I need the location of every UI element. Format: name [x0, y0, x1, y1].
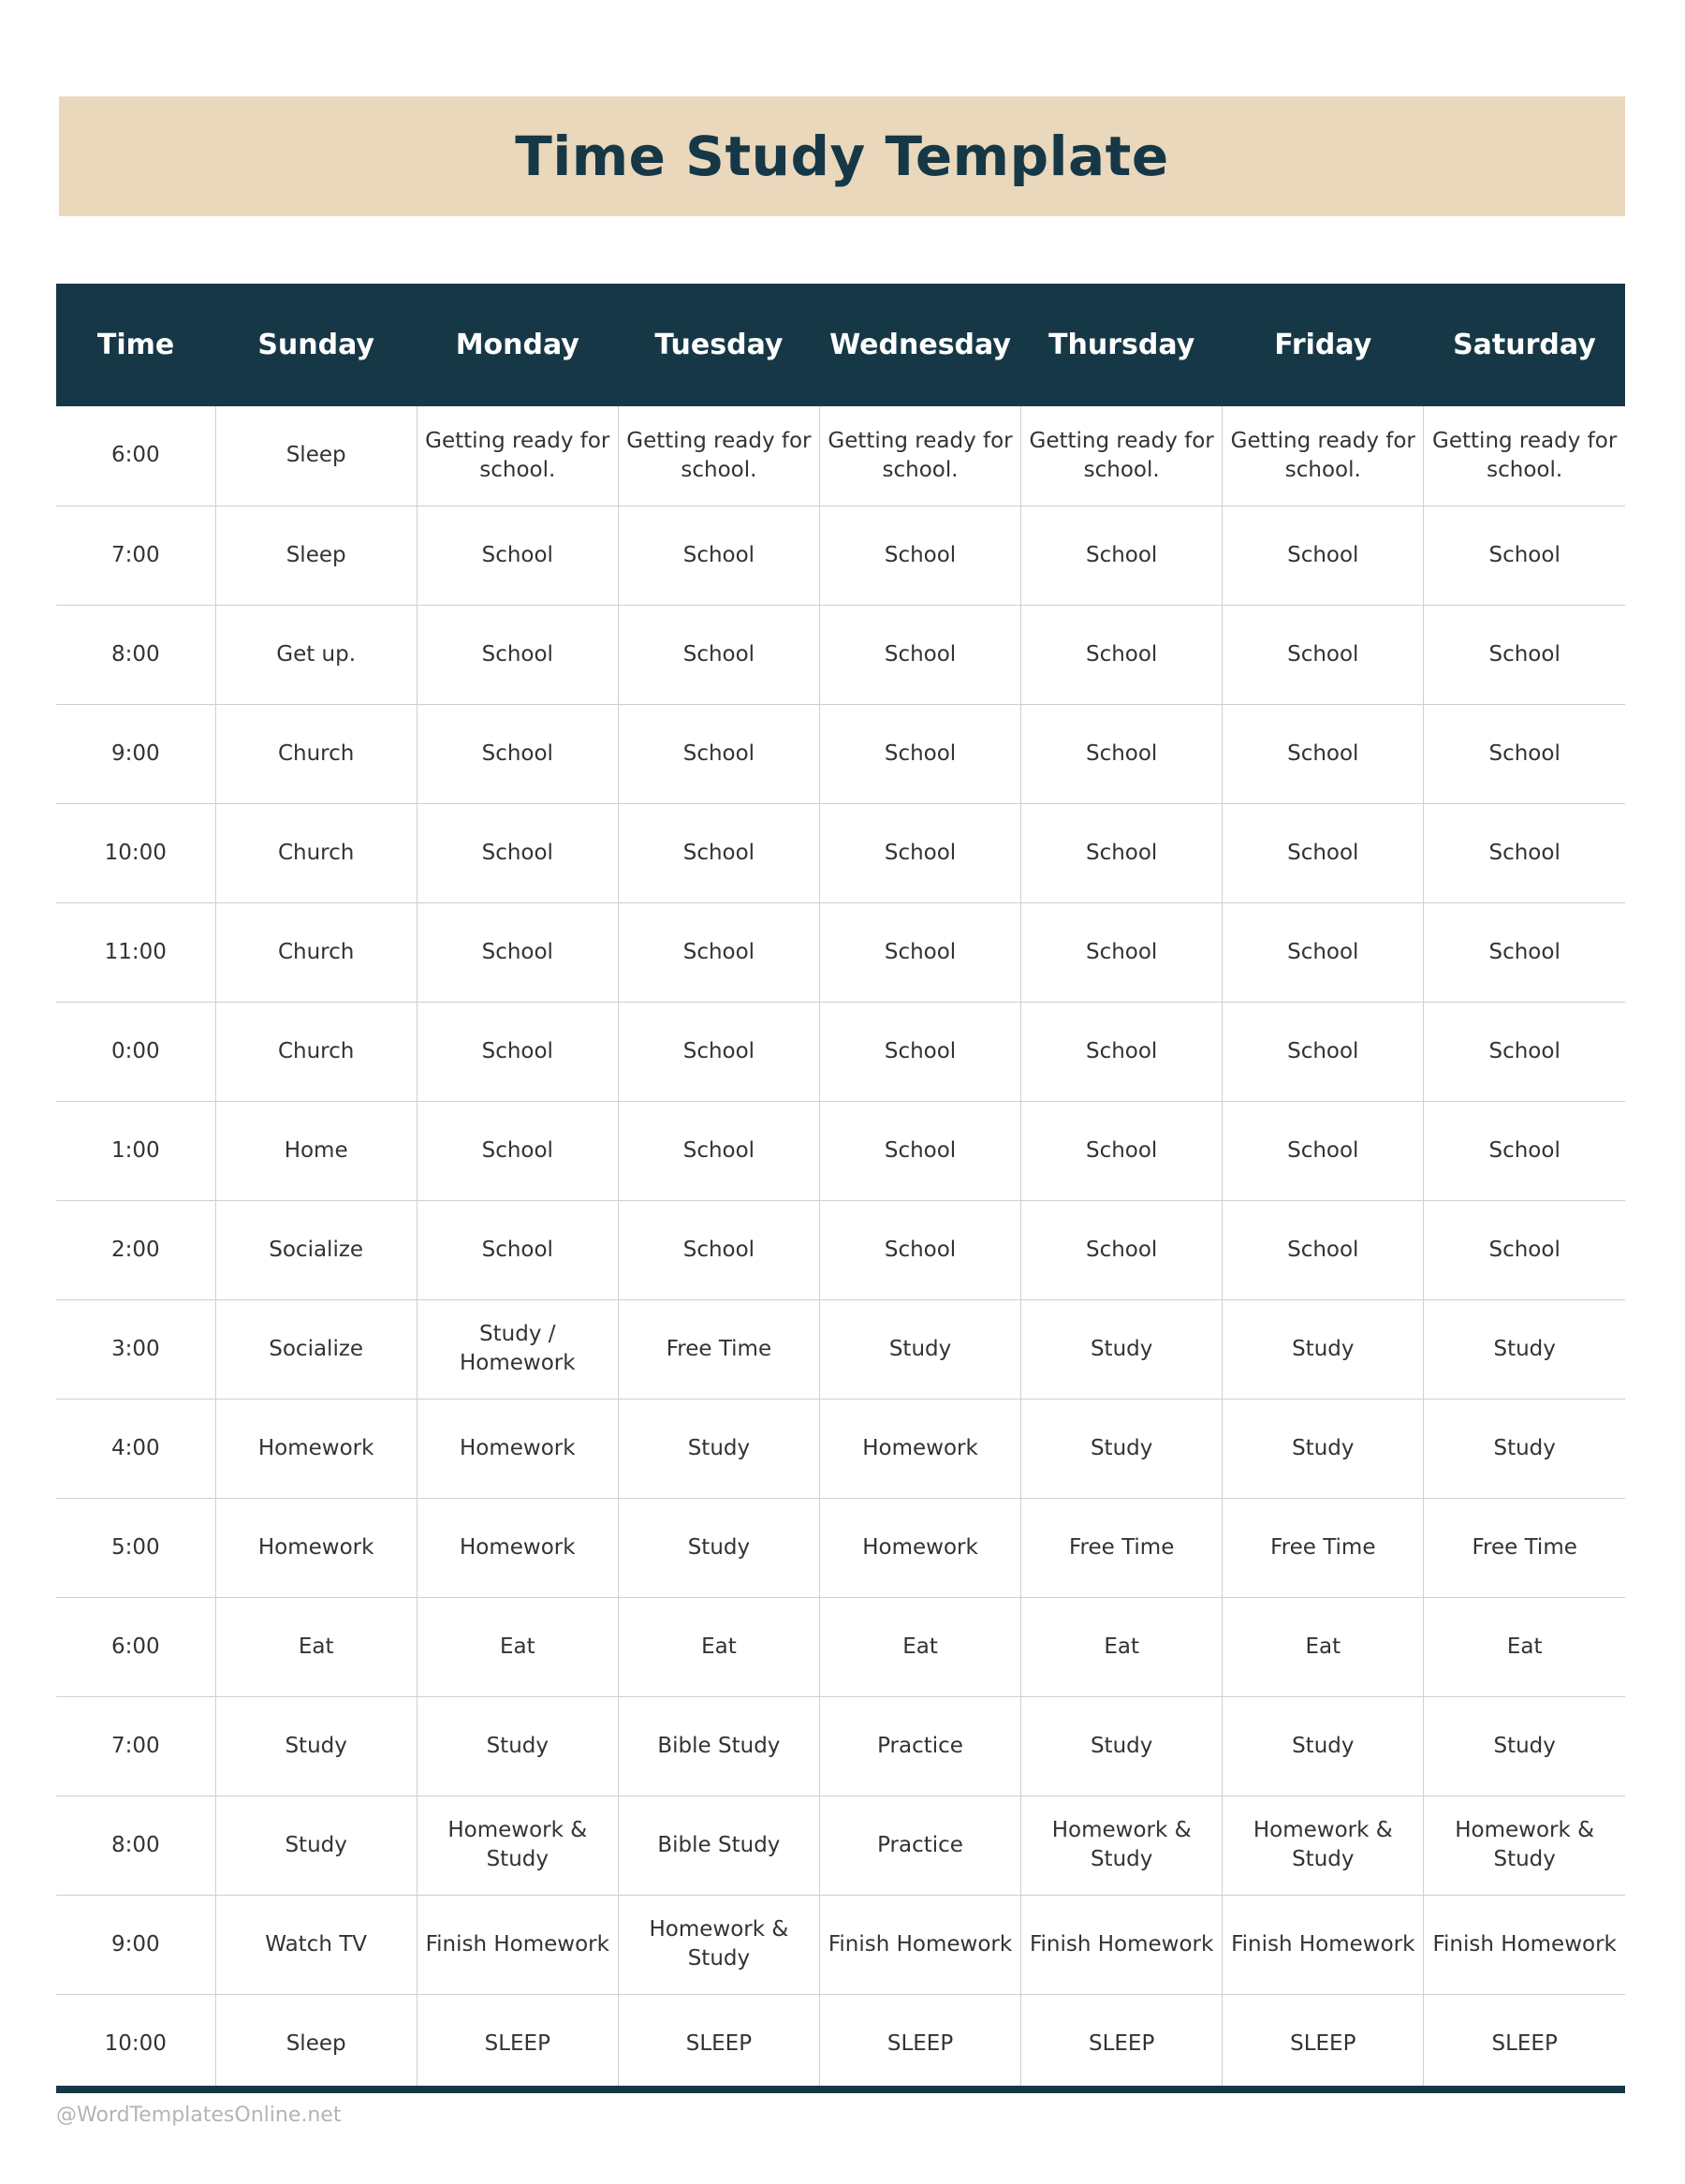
- activity-cell: School: [618, 605, 819, 704]
- activity-cell: School: [417, 1002, 618, 1101]
- time-cell: 9:00: [56, 704, 215, 803]
- table-row: [56, 902, 1625, 1002]
- table-row: [56, 406, 1625, 506]
- activity-cell: Get up.: [215, 605, 417, 704]
- activity-cell: Study: [1021, 1299, 1223, 1399]
- activity-cell: Free Time: [1424, 1498, 1625, 1597]
- activity-cell: Study: [1424, 1299, 1625, 1399]
- activity-cell: Eat: [417, 1597, 618, 1696]
- activity-cell: School: [819, 1101, 1020, 1200]
- time-cell: 7:00: [56, 506, 215, 605]
- activity-cell: Study: [1223, 1696, 1424, 1796]
- activity-cell: School: [1223, 803, 1424, 902]
- activity-cell: Finish Homework: [1424, 1895, 1625, 1994]
- table-row: [56, 1597, 1625, 1696]
- table-row: [56, 1796, 1625, 1895]
- activity-cell: Finish Homework: [417, 1895, 618, 1994]
- time-cell: 1:00: [56, 1101, 215, 1200]
- activity-cell: Study: [1424, 1399, 1625, 1498]
- activity-cell: School: [819, 605, 1020, 704]
- activity-cell: Eat: [1021, 1597, 1223, 1696]
- activity-cell: School: [1223, 704, 1424, 803]
- schedule-table: [56, 284, 1625, 2093]
- activity-cell: Bible Study: [618, 1796, 819, 1895]
- activity-cell: Homework & Study: [1424, 1796, 1625, 1895]
- activity-cell: School: [1021, 902, 1223, 1002]
- activity-cell: SLEEP: [1223, 1994, 1424, 2093]
- table-row: [56, 1299, 1625, 1399]
- activity-cell: Homework & Study: [1021, 1796, 1223, 1895]
- activity-cell: Study: [417, 1696, 618, 1796]
- activity-cell: School: [417, 506, 618, 605]
- activity-cell: Study: [215, 1696, 417, 1796]
- activity-cell: School: [819, 902, 1020, 1002]
- activity-cell: School: [1223, 605, 1424, 704]
- table-row: [56, 1498, 1625, 1597]
- activity-cell: Study: [1223, 1399, 1424, 1498]
- activity-cell: Study: [215, 1796, 417, 1895]
- activity-cell: School: [819, 506, 1020, 605]
- activity-cell: Homework: [819, 1399, 1020, 1498]
- activity-cell: Finish Homework: [1223, 1895, 1424, 1994]
- activity-cell: SLEEP: [819, 1994, 1020, 2093]
- activity-cell: School: [417, 1101, 618, 1200]
- column-header-monday: Monday: [455, 329, 579, 361]
- activity-cell: SLEEP: [618, 1994, 819, 2093]
- activity-cell: School: [1021, 803, 1223, 902]
- time-cell: 6:00: [56, 1597, 215, 1696]
- activity-cell: School: [618, 1200, 819, 1299]
- table-row: [56, 605, 1625, 704]
- activity-cell: Homework: [417, 1399, 618, 1498]
- activity-cell: Free Time: [618, 1299, 819, 1399]
- activity-cell: School: [1424, 902, 1625, 1002]
- table-row: [56, 1002, 1625, 1101]
- activity-cell: Homework: [819, 1498, 1020, 1597]
- activity-cell: School: [417, 902, 618, 1002]
- activity-cell: Free Time: [1021, 1498, 1223, 1597]
- activity-cell: Study: [618, 1498, 819, 1597]
- activity-cell: Study: [819, 1299, 1020, 1399]
- activity-cell: Socialize: [215, 1299, 417, 1399]
- column-header-thursday: Thursday: [1048, 329, 1195, 361]
- activity-cell: Church: [215, 902, 417, 1002]
- activity-cell: School: [1021, 605, 1223, 704]
- activity-cell: School: [1424, 803, 1625, 902]
- activity-cell: Free Time: [1223, 1498, 1424, 1597]
- activity-cell: Homework & Study: [1223, 1796, 1424, 1895]
- activity-cell: Getting ready for school.: [819, 406, 1020, 506]
- table-row: [56, 1895, 1625, 1994]
- activity-cell: School: [618, 704, 819, 803]
- table-row: [56, 803, 1625, 902]
- time-cell: 2:00: [56, 1200, 215, 1299]
- activity-cell: Practice: [819, 1796, 1020, 1895]
- activity-cell: Church: [215, 704, 417, 803]
- bottom-rule: [56, 2086, 1625, 2093]
- activity-cell: Eat: [819, 1597, 1020, 1696]
- table-row: [56, 1994, 1625, 2093]
- activity-cell: School: [1424, 1101, 1625, 1200]
- activity-cell: Study: [1021, 1399, 1223, 1498]
- activity-cell: School: [1424, 1002, 1625, 1101]
- activity-cell: School: [618, 1002, 819, 1101]
- time-cell: 10:00: [56, 803, 215, 902]
- time-cell: 0:00: [56, 1002, 215, 1101]
- activity-cell: SLEEP: [417, 1994, 618, 2093]
- title-banner: [59, 96, 1625, 216]
- activity-cell: School: [1223, 506, 1424, 605]
- activity-cell: School: [1223, 1101, 1424, 1200]
- activity-cell: Sleep: [215, 406, 417, 506]
- activity-cell: Getting ready for school.: [1021, 406, 1223, 506]
- activity-cell: School: [1424, 506, 1625, 605]
- page-title: Time Study Template: [515, 125, 1169, 188]
- activity-cell: Getting ready for school.: [1424, 406, 1625, 506]
- table-header: [56, 284, 1625, 406]
- table-row: [56, 1399, 1625, 1498]
- time-cell: 6:00: [56, 406, 215, 506]
- activity-cell: Finish Homework: [819, 1895, 1020, 1994]
- activity-cell: Eat: [215, 1597, 417, 1696]
- footer-credit: @WordTemplatesOnline.net: [56, 2103, 342, 2127]
- table-row: [56, 1200, 1625, 1299]
- column-header-tuesday: Tuesday: [654, 329, 784, 361]
- activity-cell: Homework: [215, 1399, 417, 1498]
- activity-cell: Study: [1021, 1696, 1223, 1796]
- time-cell: 7:00: [56, 1696, 215, 1796]
- activity-cell: Practice: [819, 1696, 1020, 1796]
- activity-cell: Getting ready for school.: [417, 406, 618, 506]
- activity-cell: SLEEP: [1424, 1994, 1625, 2093]
- activity-cell: School: [618, 506, 819, 605]
- activity-cell: Socialize: [215, 1200, 417, 1299]
- activity-cell: Eat: [1223, 1597, 1424, 1696]
- time-cell: 11:00: [56, 902, 215, 1002]
- column-header-time: Time: [96, 329, 175, 361]
- column-header-friday: Friday: [1274, 329, 1372, 361]
- activity-cell: Finish Homework: [1021, 1895, 1223, 1994]
- activity-cell: School: [1021, 704, 1223, 803]
- activity-cell: Sleep: [215, 1994, 417, 2093]
- activity-cell: School: [1223, 902, 1424, 1002]
- activity-cell: Homework & Study: [417, 1796, 618, 1895]
- activity-cell: Church: [215, 1002, 417, 1101]
- activity-cell: Eat: [618, 1597, 819, 1696]
- activity-cell: School: [1424, 605, 1625, 704]
- header-row: [56, 284, 1625, 406]
- time-cell: 9:00: [56, 1895, 215, 1994]
- activity-cell: School: [417, 803, 618, 902]
- activity-cell: Home: [215, 1101, 417, 1200]
- activity-cell: Bible Study: [618, 1696, 819, 1796]
- activity-cell: School: [417, 605, 618, 704]
- activity-cell: School: [1223, 1200, 1424, 1299]
- time-cell: 4:00: [56, 1399, 215, 1498]
- activity-cell: School: [1424, 704, 1625, 803]
- column-header-saturday: Saturday: [1453, 329, 1596, 361]
- table-row: [56, 506, 1625, 605]
- activity-cell: School: [1424, 1200, 1625, 1299]
- activity-cell: Homework: [417, 1498, 618, 1597]
- activity-cell: School: [1223, 1002, 1424, 1101]
- activity-cell: Study / Homework: [417, 1299, 618, 1399]
- activity-cell: School: [1021, 1200, 1223, 1299]
- activity-cell: School: [819, 704, 1020, 803]
- activity-cell: Study: [618, 1399, 819, 1498]
- activity-cell: School: [1021, 1101, 1223, 1200]
- activity-cell: School: [618, 803, 819, 902]
- table-body: [56, 406, 1625, 2093]
- time-cell: 8:00: [56, 605, 215, 704]
- activity-cell: School: [618, 902, 819, 1002]
- activity-cell: Getting ready for school.: [1223, 406, 1424, 506]
- activity-cell: School: [417, 1200, 618, 1299]
- time-cell: 10:00: [104, 2030, 167, 2056]
- activity-cell: School: [618, 1101, 819, 1200]
- table-row: [56, 1696, 1625, 1796]
- time-cell: 3:00: [56, 1299, 215, 1399]
- time-cell: 8:00: [56, 1796, 215, 1895]
- time-cell: 5:00: [56, 1498, 215, 1597]
- activity-cell: School: [819, 1002, 1020, 1101]
- column-header-sunday: Sunday: [257, 329, 374, 361]
- activity-cell: Homework: [215, 1498, 417, 1597]
- activity-cell: School: [819, 803, 1020, 902]
- activity-cell: School: [417, 704, 618, 803]
- activity-cell: SLEEP: [1021, 1994, 1223, 2093]
- activity-cell: Getting ready for school.: [618, 406, 819, 506]
- activity-cell: School: [819, 1200, 1020, 1299]
- activity-cell: Study: [1223, 1299, 1424, 1399]
- column-header-wednesday: Wednesday: [829, 329, 1011, 361]
- activity-cell: Study: [1424, 1696, 1625, 1796]
- activity-cell: Homework & Study: [618, 1895, 819, 1994]
- table-row: [56, 704, 1625, 803]
- table-row: [56, 1101, 1625, 1200]
- activity-cell: Sleep: [215, 506, 417, 605]
- activity-cell: Church: [215, 803, 417, 902]
- activity-cell: School: [1021, 1002, 1223, 1101]
- activity-cell: Eat: [1424, 1597, 1625, 1696]
- activity-cell: Watch TV: [215, 1895, 417, 1994]
- activity-cell: School: [1021, 506, 1223, 605]
